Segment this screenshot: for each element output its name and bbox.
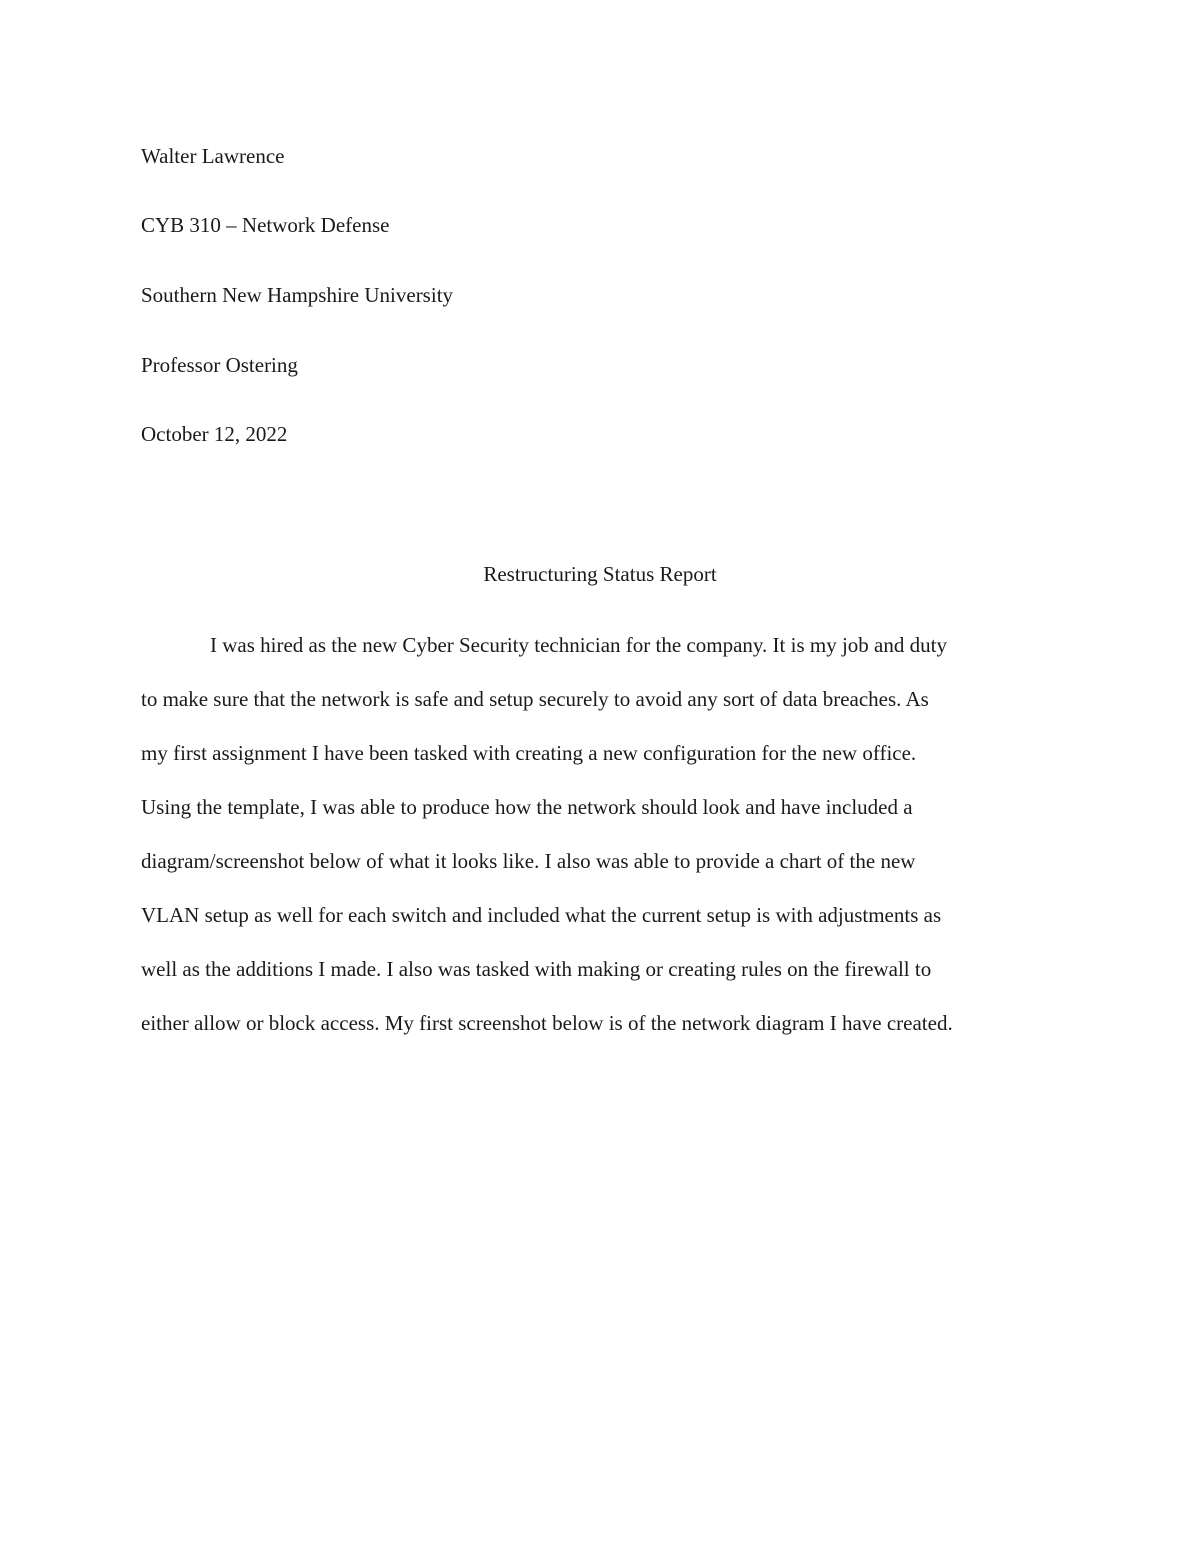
professor-name: Professor Ostering [141,353,298,377]
course-name: CYB 310 – Network Defense [141,213,390,237]
paragraph-line: well as the additions I made. I also was tasked with making or creating rules on the firewall to [141,957,932,981]
paragraph-line: VLAN setup as well for each switch and included what the current setup is with adjustments as [141,903,942,927]
paragraph-line: Using the template, I was able to produce how the network should look and have included a [141,795,913,819]
paragraph-line: either allow or block access. My first screenshot below is of the network diagram I have created. [141,1011,953,1035]
paragraph-line: diagram/screenshot below of what it looks like. I also was able to provide a chart of the new [141,849,916,873]
author-name: Walter Lawrence [141,144,285,168]
institution-name: Southern New Hampshire University [141,283,454,307]
document-date: October 12, 2022 [141,422,288,446]
document-title: Restructuring Status Report [483,562,717,586]
paragraph-line: my first assignment I have been tasked with creating a new configuration for the new office. [141,741,917,765]
paragraph-line: I was hired as the new Cyber Security technician for the company. It is my job and duty [210,633,947,657]
paragraph-line: to make sure that the network is safe and setup securely to avoid any sort of data breaches. As [141,687,929,711]
